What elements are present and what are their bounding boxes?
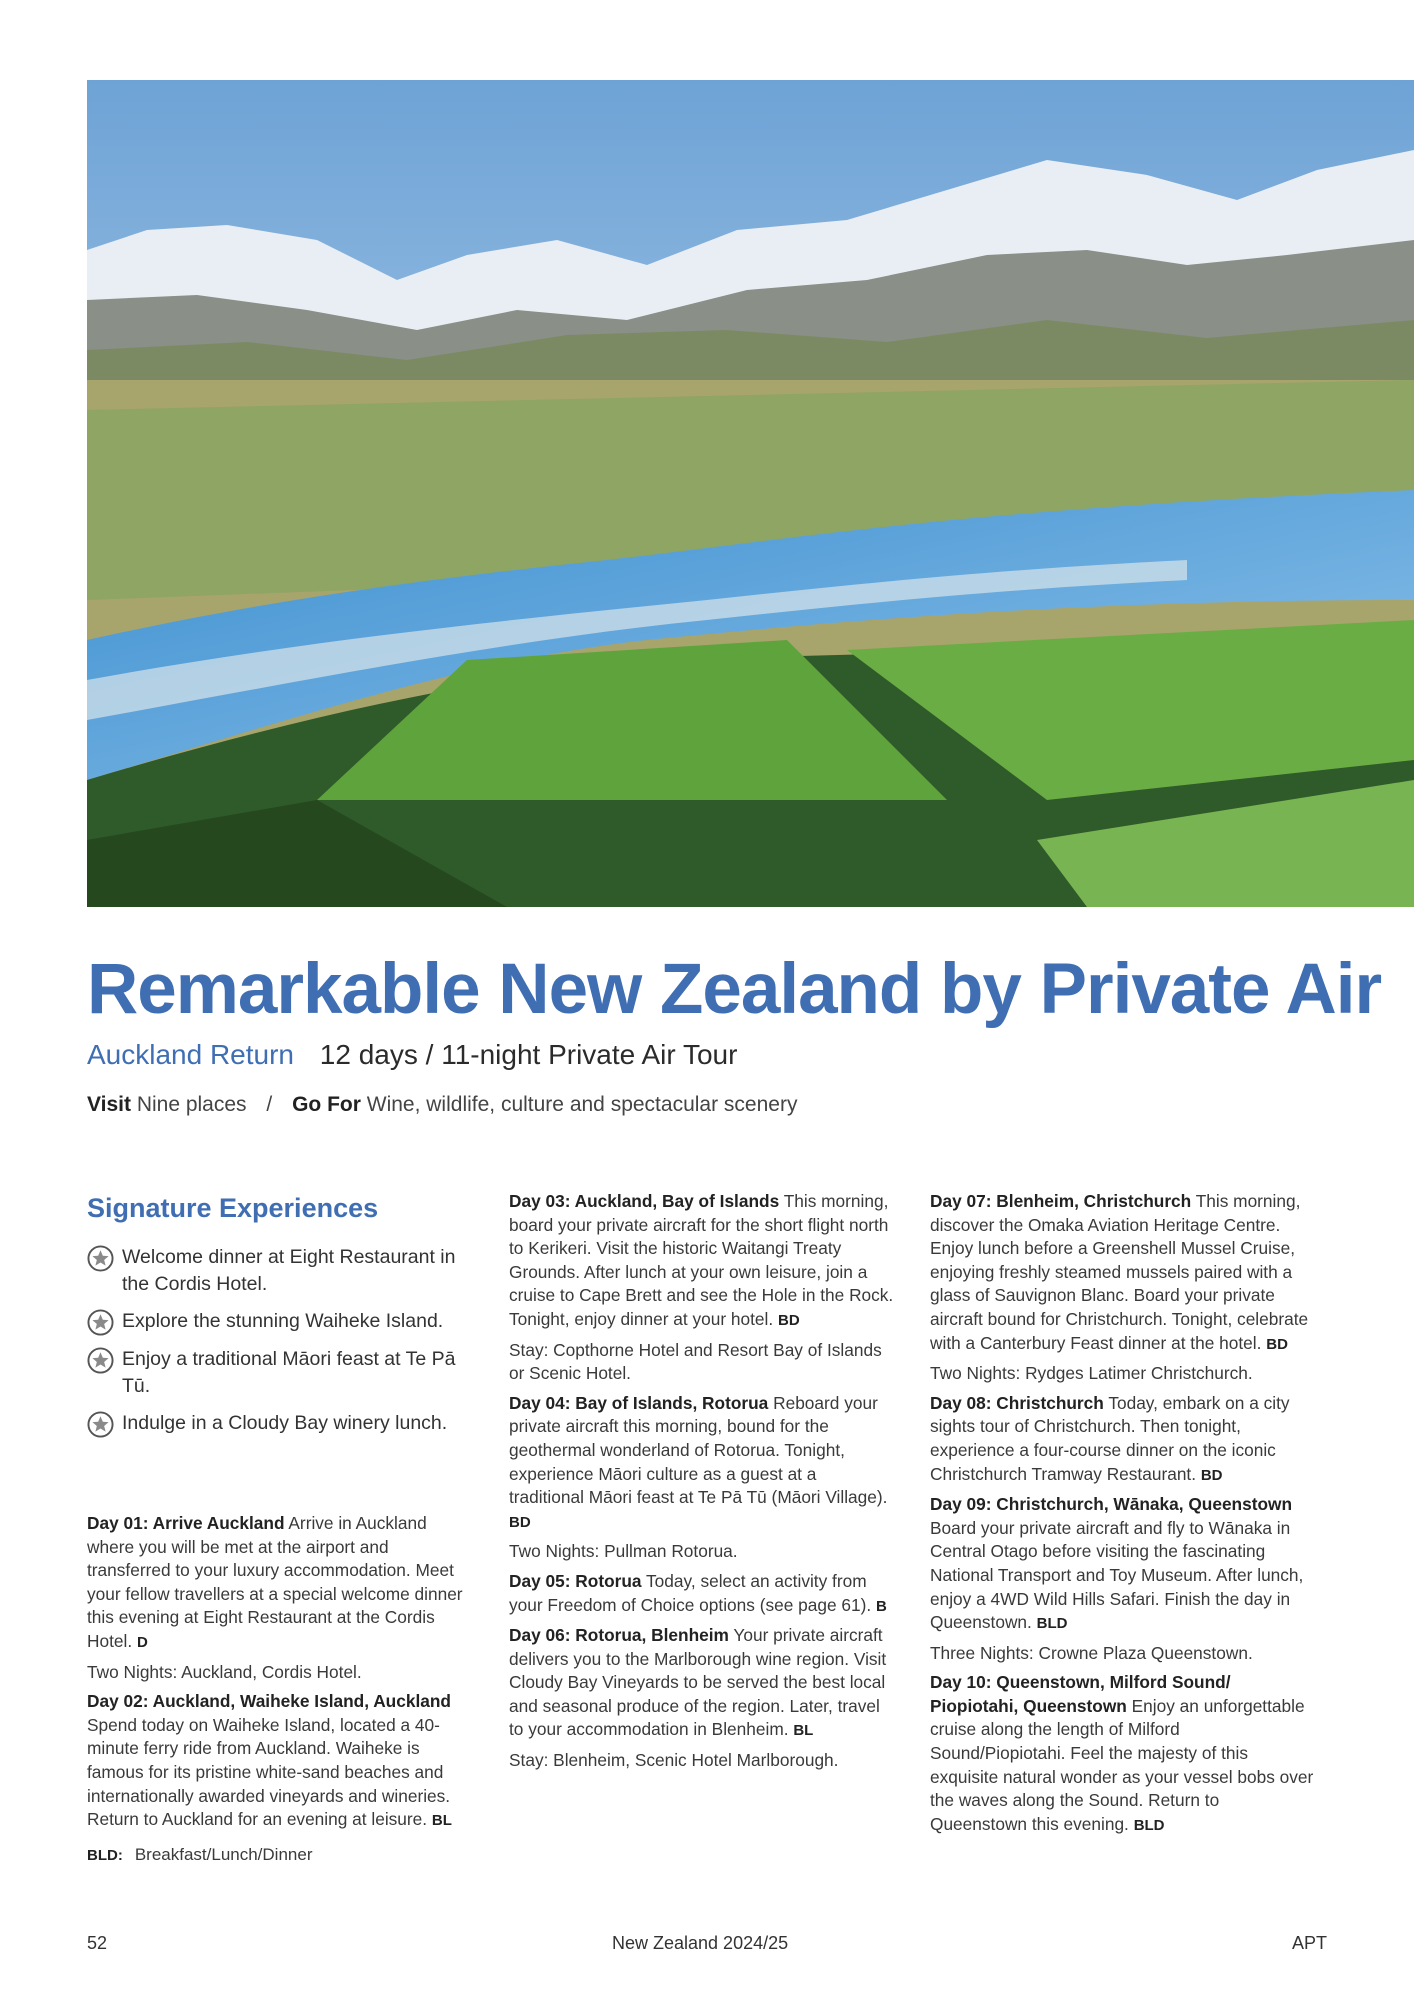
- page-title: Remarkable New Zealand by Private Air: [87, 950, 1382, 1029]
- visit-label: Visit: [87, 1093, 131, 1116]
- hero-image: [87, 80, 1414, 907]
- meal-code: BLD: [1133, 1816, 1165, 1834]
- itinerary-day: [87, 1512, 472, 1655]
- legend-code: BLD:: [87, 1846, 123, 1864]
- itinerary-day: [930, 1493, 1315, 1636]
- itinerary-day: [509, 1624, 894, 1743]
- meal-code: BD: [778, 1311, 800, 1329]
- meal-code: BD: [509, 1513, 531, 1531]
- column-2: [509, 1190, 894, 1779]
- day-heading: Day 05: Rotorua: [509, 1570, 642, 1591]
- signature-experiences-heading: Signature Experiences: [87, 1193, 379, 1223]
- meal-code: BD: [1266, 1335, 1288, 1353]
- visit-value: Nine places: [136, 1093, 247, 1116]
- page-number: 52: [87, 1933, 108, 1953]
- landscape-illustration: [87, 80, 1414, 907]
- signature-experiences-list: [87, 1244, 472, 1438]
- itinerary-day: [87, 1690, 472, 1833]
- day-heading: Day 03: Auckland, Bay of Islands: [509, 1191, 780, 1211]
- star-badge-icon: [87, 1347, 114, 1374]
- day-text: Spend today on Waiheke Island, located a 40-minute ferry ride from Auckland. Waiheke is famous for its pristine white-sand beaches and internationally awarded vineyards and wineries. Return to Auckland for an evening at leisure.: [87, 1714, 451, 1830]
- itinerary-column-1: [87, 1512, 472, 1884]
- meal-code: BL: [793, 1722, 814, 1740]
- visit-separator: /: [266, 1093, 273, 1116]
- itinerary-day: [930, 1190, 1315, 1356]
- accommodation: Two Nights: Rydges Latimer Christchurch.: [930, 1363, 1253, 1384]
- column-1: [87, 1190, 472, 1864]
- itinerary-day: [509, 1190, 894, 1333]
- tour-duration: 12 days / 11-night Private Air Tour: [319, 1039, 738, 1070]
- signature-item: [87, 1346, 472, 1400]
- subtitle: [87, 1035, 737, 1075]
- tour-route: Auckland Return: [87, 1039, 295, 1070]
- signature-item: [87, 1308, 472, 1336]
- star-badge-icon: [87, 1411, 114, 1438]
- legend-text: Breakfast/Lunch/Dinner: [134, 1844, 313, 1864]
- signature-item-text: Welcome dinner at Eight Restaurant in the Cordis Hotel.: [122, 1246, 456, 1295]
- accommodation: Two Nights: Auckland, Cordis Hotel.: [87, 1661, 362, 1682]
- signature-item-text: Indulge in a Cloudy Bay winery lunch.: [122, 1412, 448, 1434]
- signature-item-text: Explore the stunning Waiheke Island.: [122, 1310, 444, 1332]
- meal-code: B: [875, 1597, 887, 1615]
- day-text: Today, embark on a city sights tour of Christchurch. Then tonight, experience a four-course dinner on the iconic Christchurch Tramway Restaurant.: [930, 1392, 1290, 1484]
- column-3: [930, 1190, 1315, 1843]
- meal-code: BL: [431, 1812, 452, 1830]
- accommodation: Stay: Blenheim, Scenic Hotel Marlborough.: [509, 1750, 839, 1771]
- itinerary-day: [509, 1570, 894, 1618]
- day-text: Today, select an activity from your Freedom of Choice options (see page 61).: [509, 1570, 872, 1615]
- itinerary-day: [930, 1671, 1315, 1837]
- accommodation: Three Nights: Crowne Plaza Queenstown.: [930, 1642, 1253, 1663]
- meal-legend: [87, 1843, 472, 1868]
- signature-item: [87, 1244, 472, 1298]
- day-heading: Day 08: Christchurch: [930, 1392, 1104, 1413]
- day-heading: Day 06: Rotorua, Blenheim: [509, 1625, 729, 1646]
- day-heading: Day 01: Arrive Auckland: [87, 1513, 285, 1533]
- itinerary-day: [509, 1392, 894, 1535]
- publication-name: New Zealand 2024/25: [612, 1933, 789, 1953]
- go-for-value: Wine, wildlife, culture and spectacular scenery: [366, 1093, 798, 1116]
- day-text: Arrive in Auckland where you will be met at the airport and transferred to your luxury accommodation. Meet your fellow travellers at a special welcome dinner this evening at Eight Restaurant at the Cordis Hotel.: [87, 1513, 463, 1651]
- meal-code: D: [136, 1633, 148, 1651]
- signature-item-text: Enjoy a traditional Māori feast at Te Pā Tū.: [122, 1348, 456, 1397]
- star-badge-icon: [87, 1309, 114, 1336]
- day-heading: Day 09: Christchurch, Wānaka, Queenstown: [930, 1494, 1293, 1515]
- accommodation: Stay: Copthorne Hotel and Resort Bay of Islands or Scenic Hotel.: [509, 1339, 882, 1384]
- star-badge-icon: [87, 1245, 114, 1272]
- day-text: Your private aircraft delivers you to the Marlborough wine region. Visit Cloudy Bay Vineyards to be served the best local and seasonal produce of the region. Later, travel to your accommodation in Blenheim.: [509, 1625, 887, 1740]
- day-heading: Day 07: Blenheim, Christchurch: [930, 1191, 1192, 1211]
- day-heading: Day 10: Queenstown, Milford Sound/ Piopiotahi, Queenstown: [930, 1672, 1231, 1716]
- day-heading: Day 04: Bay of Islands, Rotorua: [509, 1392, 769, 1413]
- brand-name: APT: [1291, 1933, 1327, 1953]
- day-text: Board your private aircraft and fly to Wānaka in Central Otago before visiting the fascinating National Transport and Toy Museum. After lunch, enjoy a 4WD Wild Hills Safari. Finish the day in Queenstown.: [930, 1517, 1304, 1633]
- meal-code: BLD: [1036, 1615, 1068, 1633]
- accommodation: Two Nights: Pullman Rotorua.: [509, 1541, 738, 1562]
- day-heading: Day 02: Auckland, Waiheke Island, Auckland: [87, 1691, 451, 1712]
- go-for-label: Go For: [292, 1093, 361, 1116]
- meal-code: BD: [1200, 1466, 1223, 1484]
- day-text: Enjoy an unforgettable cruise along the length of Milford Sound/Piopiotahi. Feel the majesty of this exquisite natural wonder as your vessel bobs over the waves along the Sound. Return to Queenstown this evening.: [930, 1695, 1314, 1834]
- itinerary-day: [930, 1392, 1315, 1487]
- day-text: This morning, discover the Omaka Aviation Heritage Centre. Enjoy lunch before a Greenshell Mussel Cruise, enjoying freshly steamed mussels paired with a glass of Sauvignon Blanc. Board your private aircraft bound for Christchurch. Tonight, celebrate with a Canterbury Feast dinner at the hotel.: [930, 1191, 1309, 1353]
- visit-line: [87, 1088, 797, 1122]
- signature-item: [87, 1410, 472, 1438]
- day-text: Reboard your private aircraft this morning, bound for the geothermal wonderland of Rotorua. Tonight, experience Māori culture as a guest at a traditional Māori feast at Te Pā Tū (Māori Village).: [509, 1392, 888, 1508]
- day-text: This morning, board your private aircraft for the short flight north to Kerikeri. Visit the historic Waitangi Treaty Grounds. After lunch at your own leisure, join a cruise to Cape Brett and see the Hole in the Rock. Tonight, enjoy dinner at your hotel.: [509, 1191, 894, 1329]
